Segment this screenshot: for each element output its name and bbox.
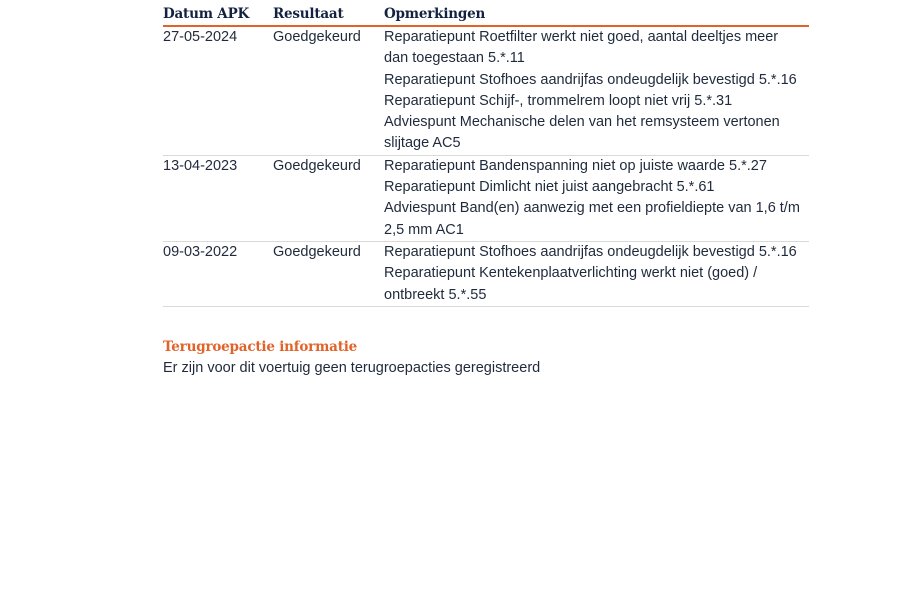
recall-section-title: Terugroepactie informatie — [163, 339, 358, 355]
apk-result: Goedgekeurd — [273, 155, 384, 241]
apk-date: 09-03-2022 — [163, 241, 273, 306]
remark-item: Reparatiepunt Stofhoes aandrijfas ondeugdelijk bevestigd 5.*.16 — [384, 71, 797, 88]
remark-item: Reparatiepunt Stofhoes aandrijfas ondeugdelijk bevestigd 5.*.16 — [384, 243, 797, 260]
table-header-row — [163, 0, 809, 26]
remark-item: Adviespunt Mechanische delen van het remsysteem vertonen slijtage AC5 — [384, 114, 780, 152]
remark-item: Reparatiepunt Bandenspanning niet op juiste waarde 5.*.27 — [384, 157, 767, 174]
apk-history-table — [163, 0, 809, 307]
remark-item: Adviespunt Band(en) aanwezig met een profieldiepte van 1,6 t/m 2,5 mm AC1 — [384, 200, 800, 238]
recall-section-text: Er zijn voor dit voertuig geen terugroepacties geregistreerd — [163, 360, 541, 376]
column-header-result: Resultaat — [273, 0, 384, 26]
apk-history-section — [163, 0, 809, 307]
column-header-date: Datum APK — [163, 0, 273, 26]
apk-date: 27-05-2024 — [163, 26, 273, 155]
apk-date: 13-04-2023 — [163, 155, 273, 241]
apk-remarks — [384, 155, 809, 241]
remark-item: Reparatiepunt Schijf-, trommelrem loopt niet vrij 5.*.31 — [384, 92, 733, 109]
apk-remarks — [384, 241, 809, 306]
table-row — [163, 26, 809, 155]
remark-item: Reparatiepunt Kentekenplaatverlichting werkt niet (goed) / ontbreekt 5.*.55 — [384, 265, 758, 303]
table-row — [163, 241, 809, 306]
remark-item: Reparatiepunt Dimlicht niet juist aangebracht 5.*.61 — [384, 179, 715, 196]
apk-result: Goedgekeurd — [273, 241, 384, 306]
column-header-remarks: Opmerkingen — [384, 0, 809, 26]
apk-remarks — [384, 26, 809, 155]
remark-item: Reparatiepunt Roetfilter werkt niet goed, aantal deeltjes meer dan toegestaan 5.*.11 — [384, 29, 779, 67]
apk-result: Goedgekeurd — [273, 26, 384, 155]
table-row — [163, 155, 809, 241]
